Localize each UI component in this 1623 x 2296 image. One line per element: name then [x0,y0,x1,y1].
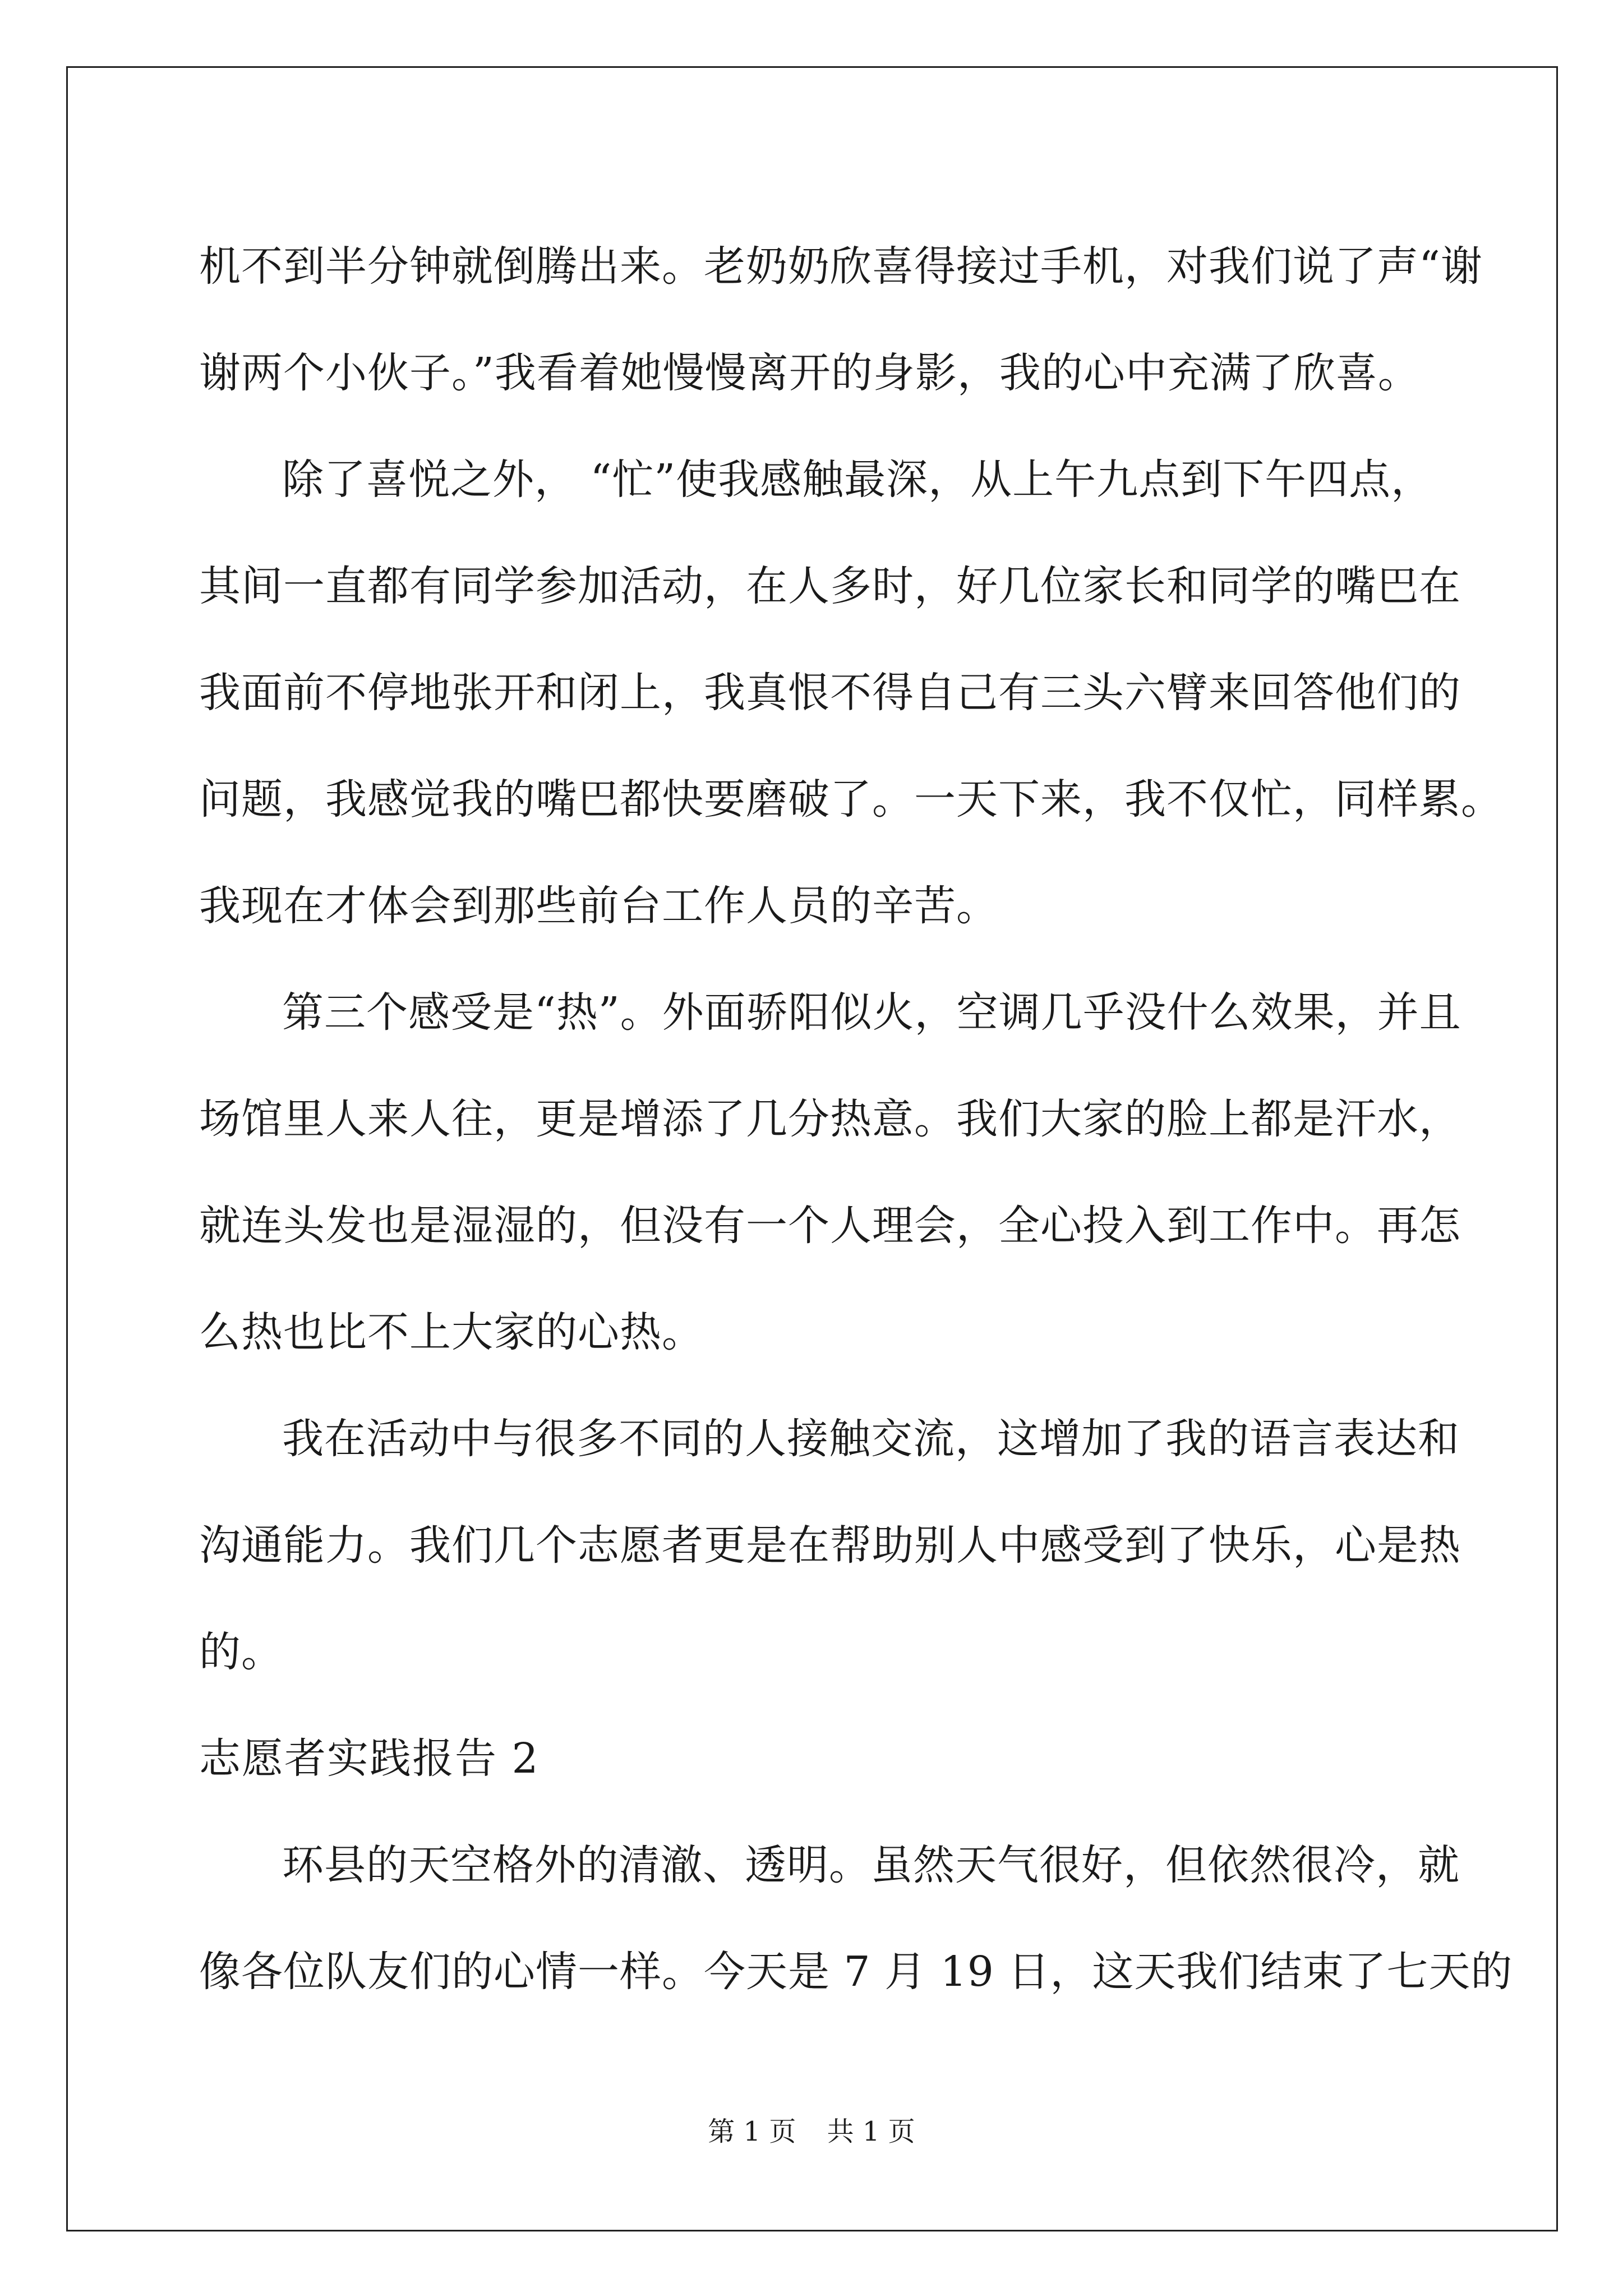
text-line: 我面前不停地张开和闭上，我真恨不得自己有三头六臂来回答他们的 [199,669,1461,717]
document-body [199,213,1513,2025]
text-line: 么热也比不上大家的心热。 [199,1308,704,1356]
text-line: 的。 [199,1628,283,1676]
page-total: 共 1 页 [827,2116,915,2147]
text-line: 像各位队友们的心情一样。今天是 7 月 19 日，这天我们结束了七天的 [199,1948,1513,1996]
text-line: 其间一直都有同学参加活动，在人多时，好几位家长和同学的嘴巴在 [199,562,1461,610]
text-line: 就连头发也是湿湿的，但没有一个人理会，全心投入到工作中。再怎 [199,1202,1461,1250]
paragraph-start-line: 除了喜悦之外， “忙”使我感触最深，从上午九点到下午四点， [282,455,1433,504]
paragraph-start-line: 我在活动中与很多不同的人接触交流，这增加了我的语言表达和 [282,1415,1460,1463]
page-number: 第 1 页 [708,2116,796,2147]
text-line: 沟通能力。我们几个志愿者更是在帮助别人中感受到了快乐，心是热 [199,1521,1461,1570]
paragraph-start-line: 第三个感受是“热”。外面骄阳似火，空调几乎没什么效果，并且 [282,988,1461,1037]
section-heading: 志愿者实践报告 2 [199,1734,540,1783]
text-line: 问题，我感觉我的嘴巴都快要磨破了。一天下来，我不仅忙，同样累。 [199,775,1503,823]
text-line: 场馆里人来人往，更是增添了几分热意。我们大家的脸上都是汗水， [199,1095,1461,1143]
text-line: 谢两个小伙子。”我看着她慢慢离开的身影，我的心中充满了欣喜。 [199,349,1420,397]
paragraph-start-line: 环县的天空格外的清澈、透明。虽然天气很好，但依然很冷，就 [282,1841,1460,1889]
page-footer [0,2115,1623,2148]
text-line: 机不到半分钟就倒腾出来。老奶奶欣喜得接过手机，对我们说了声“谢 [199,242,1483,291]
text-line: 我现在才体会到那些前台工作人员的辛苦。 [199,882,998,930]
